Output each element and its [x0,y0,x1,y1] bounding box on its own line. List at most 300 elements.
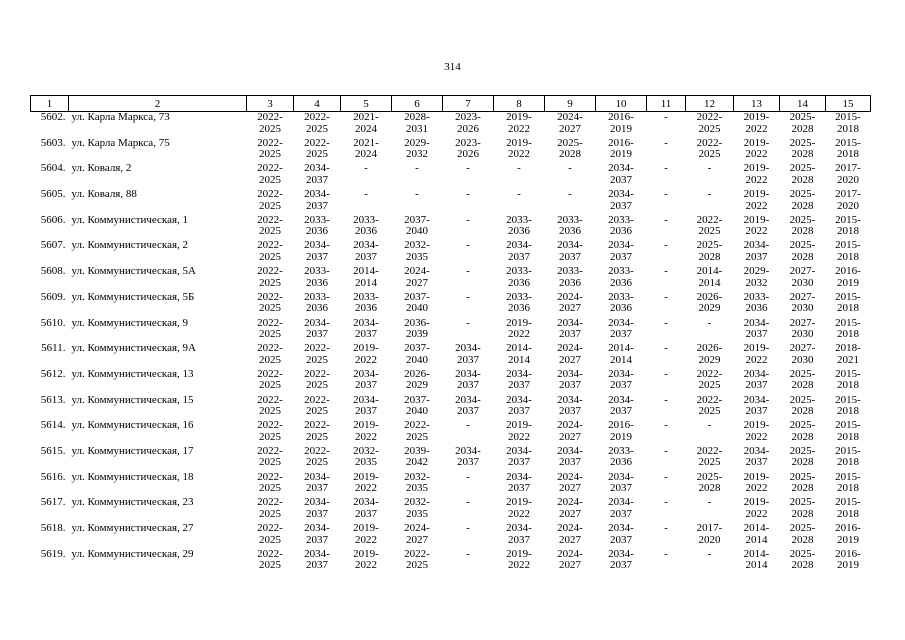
year-line: 2034- [455,368,481,380]
year-range-cell [686,472,734,498]
address-cell: ул. Коммунистическая, 1 [71,214,189,226]
year-range-cell [826,215,871,241]
year-line: 2034- [557,394,583,406]
year-line: 2019- [353,523,379,534]
address-cell: ул. Карла Маркса, 73 [71,111,170,123]
year-range-cell [596,189,647,215]
year-line: 2022 [745,122,768,135]
year-line: 2037 [306,559,328,572]
year-line: 2027- [789,343,816,355]
year-range-cell [494,112,545,138]
year-range-cell [647,189,686,215]
year-range-cell [392,292,443,318]
year-line: - [664,214,668,226]
year-line: 2019- [743,420,770,432]
year-line: 2035 [406,250,428,263]
row-number: 5609. [40,291,66,303]
year-line: 2025 [259,405,281,418]
year-range-cell [596,549,647,575]
year-line: 2040 [406,353,428,366]
year-line: - [664,471,668,483]
year-line: 2025- [789,523,816,534]
year-line: 2037 [559,379,581,392]
year-line: 2033- [506,266,532,278]
table-row [31,163,871,189]
year-line: 2018 [837,225,859,238]
year-line: 2025 [259,225,281,238]
year-range-cell [826,292,871,318]
year-line: 2025- [789,137,816,149]
year-line: 2016- [608,420,634,432]
year-line: 2028- [404,111,430,123]
year-line: 2022 [355,559,377,572]
row-number: 5605. [40,189,66,201]
year-line: 2027 [559,430,581,443]
year-range-cell [545,266,596,292]
year-range-cell [647,163,686,189]
year-line: 2022- [304,445,330,457]
year-line: 2015- [835,291,861,303]
year-line: 2025 [259,533,281,546]
year-range-cell [392,189,443,215]
year-line: 2034- [557,317,583,329]
year-range-cell [443,215,494,241]
year-range-cell [647,215,686,241]
year-line: 2024- [557,343,583,355]
year-line: 2037 [610,482,632,495]
table-row [31,497,871,523]
year-range-cell [494,266,545,292]
year-line: 2015- [835,317,861,329]
year-range-cell [780,189,826,215]
year-range-cell [647,549,686,575]
year-range-cell [647,292,686,318]
year-range-cell [780,292,826,318]
year-range-cell [494,472,545,498]
year-range-cell [826,112,871,138]
address-cell: ул. Коммунистическая, 27 [71,523,194,534]
year-line: 2037 [508,250,530,263]
year-line: 2025 [306,405,328,418]
year-range-cell [443,138,494,164]
table-row [31,446,871,472]
year-line: 2018 [837,482,859,495]
year-range-cell [596,292,647,318]
year-range-cell [494,240,545,266]
year-range-cell [294,497,341,523]
year-line: 2019- [743,214,770,226]
year-line: 2034- [506,394,532,406]
year-range-cell [596,112,647,138]
year-range-cell [686,497,734,523]
year-range-cell [247,138,294,164]
year-line: 2030 [791,302,814,315]
year-line: 2014 [745,559,768,572]
address-cell: ул. Коммунистическая, 9 [71,317,189,329]
year-line: 2027- [789,266,816,278]
year-line: 2022- [304,394,330,406]
table-row [31,523,871,549]
year-line: 2019 [837,559,859,572]
year-range-cell [686,163,734,189]
year-range-cell [294,523,341,549]
year-range-cell [780,472,826,498]
row-number: 5602. [40,111,66,123]
year-line: 2037 [457,379,479,392]
year-line: 2024- [557,291,583,303]
column-header-11: 11 [647,96,686,112]
year-line: 2025- [696,471,723,483]
year-line: 2017- [835,163,861,175]
year-range-cell [341,497,392,523]
year-range-cell [647,446,686,472]
year-range-cell [294,472,341,498]
year-range-cell [443,292,494,318]
year-line: 2018 [837,430,859,443]
year-line: 2037 [355,507,377,520]
year-line: 2034- [557,240,583,252]
year-line: 2037 [306,507,328,520]
year-line: 2028 [791,507,814,520]
year-line: 2032 [406,148,428,161]
row-number: 5613. [40,394,66,406]
year-line: 2037 [508,379,530,392]
year-line: - [466,189,470,201]
year-range-cell [545,343,596,369]
year-line: 2025 [259,173,281,186]
year-line: 2037 [745,250,768,263]
year-line: - [707,548,712,560]
year-line: 2034- [353,317,379,329]
year-range-cell [734,369,780,395]
column-header-5: 5 [341,96,392,112]
year-line: 2028 [791,482,814,495]
year-range-cell [780,523,826,549]
year-range-cell [494,318,545,344]
year-line: 2040 [406,225,428,238]
year-line: 2018 [837,507,859,520]
year-line: 2020 [698,533,721,546]
year-line: - [415,163,419,175]
year-line: 2024 [355,122,377,135]
year-range-cell [341,369,392,395]
year-range-cell [686,420,734,446]
year-line: 2040 [406,405,428,418]
year-line: 2016- [608,137,634,149]
address-cell: ул. Коммунистическая, 18 [71,471,194,483]
year-range-cell [247,420,294,446]
year-range-cell [294,343,341,369]
year-line: 2034- [455,394,481,406]
row-number: 5612. [40,368,66,380]
year-line: 2025 [306,122,328,135]
year-line: 2037 [745,456,768,469]
year-line: - [664,523,668,534]
year-range-cell [826,395,871,421]
year-line: 2037 [306,250,328,263]
year-line: 2034- [304,471,330,483]
year-line: 2036 [306,225,328,238]
year-line: 2014 [610,353,632,366]
year-range-cell [341,343,392,369]
year-line: - [664,343,668,355]
year-line: 2029- [404,137,430,149]
year-line: 2022- [696,111,723,123]
year-line: 2024- [557,497,583,509]
year-line: 2028 [791,199,814,212]
year-line: 2025 [259,379,281,392]
year-line: 2027 [559,302,581,315]
year-range-cell [596,138,647,164]
year-line: 2037 [355,250,377,263]
year-range-cell [392,369,443,395]
address-cell: ул. Коваля, 88 [71,189,137,201]
year-line: 2022 [508,430,530,443]
year-line: 2022 [508,328,530,340]
year-line: 2034- [304,189,330,201]
year-line: 2034- [353,368,379,380]
year-line: - [664,266,668,278]
year-line: 2025 [259,122,281,135]
year-line: 2014 [508,353,530,366]
year-range-cell [826,369,871,395]
year-line: 2024- [404,266,430,278]
year-line: 2027- [789,291,816,303]
year-line: - [664,548,668,560]
year-range-cell [392,318,443,344]
year-range-cell [686,292,734,318]
year-line: 2025- [789,240,816,252]
year-line: 2034- [304,317,330,329]
year-range-cell [545,472,596,498]
year-range-cell [494,523,545,549]
year-range-cell [392,549,443,575]
year-line: 2025 [259,199,281,212]
year-line: - [664,137,668,149]
year-line: 2027 [559,353,581,366]
year-line: 2033- [608,291,634,303]
year-line: 2034- [608,394,634,406]
row-number: 5611. [41,343,66,355]
column-header-9: 9 [545,96,596,112]
year-line: 2024- [404,523,430,534]
year-range-cell [734,215,780,241]
year-line: 2025 [259,276,281,289]
year-line: 2022- [304,368,330,380]
year-line: 2030 [791,328,814,340]
year-line: 2022 [745,173,768,186]
year-line: 2034- [304,240,330,252]
year-line: 2033- [353,291,379,303]
row-number: 5616. [40,471,66,483]
year-range-cell [734,318,780,344]
year-line: 2036 [610,302,632,315]
year-line: 2034- [608,317,634,329]
year-line: 2016- [608,111,634,123]
year-line: 2034- [506,445,532,457]
row-number: 5606. [40,214,66,226]
year-line: 2034- [608,368,634,380]
year-range-cell [596,343,647,369]
year-line: 2034- [608,240,634,252]
year-line: 2034- [743,445,770,457]
year-line: - [707,497,712,509]
year-line: 2037 [610,379,632,392]
year-line: 2022- [257,317,283,329]
year-line: 2037 [508,456,530,469]
year-line: 2022 [355,533,377,546]
year-line: 2022- [696,214,723,226]
year-range-cell [686,266,734,292]
year-range-cell [341,446,392,472]
year-range-cell [247,266,294,292]
address-cell: ул. Коммунистическая, 5Б [71,291,195,303]
year-line: - [664,291,668,303]
year-range-cell [341,215,392,241]
year-line: 2033- [353,214,379,226]
year-line: 2037 [610,328,632,340]
year-range-cell [647,240,686,266]
year-range-cell [686,343,734,369]
year-line: 2037 [745,328,768,340]
year-line: 2025 [406,559,428,572]
year-range-cell [341,240,392,266]
year-line: 2023- [455,137,481,149]
year-range-cell [734,266,780,292]
year-range-cell [341,420,392,446]
year-range-cell [294,112,341,138]
year-range-cell [686,240,734,266]
year-line: 2022- [257,445,283,457]
year-line: 2032- [404,497,430,509]
year-line: 2022- [257,214,283,226]
year-line: - [466,240,470,252]
year-line: 2022 [508,148,530,161]
year-range-cell [341,318,392,344]
year-line: 2014 [355,276,377,289]
year-line: 2037- [404,343,430,355]
year-line: 2020 [837,173,859,186]
year-line: 2019- [353,343,379,355]
year-range-cell [545,138,596,164]
year-line: 2022 [508,507,530,520]
year-line: 2037 [457,456,479,469]
year-line: - [707,189,712,201]
year-line: 2036 [508,302,530,315]
year-range-cell [826,138,871,164]
table-row [31,292,871,318]
year-line: 2017- [835,189,861,201]
year-line: - [364,163,368,175]
year-line: 2024- [557,471,583,483]
year-range-cell [247,369,294,395]
year-range-cell [494,189,545,215]
year-range-cell [780,369,826,395]
year-line: 2022- [304,137,330,149]
year-range-cell [294,549,341,575]
year-line: 2022- [304,343,330,355]
year-line: 2018 [837,302,859,315]
year-range-cell [596,523,647,549]
year-line: 2015- [835,214,861,226]
address-cell: ул. Коммунистическая, 9А [71,343,196,355]
year-range-cell [294,138,341,164]
year-line: 2018 [837,250,859,263]
year-line: 2034- [608,163,634,175]
year-line: 2023- [455,111,481,123]
year-range-cell [341,163,392,189]
year-line: 2037 [457,405,479,418]
table-row [31,240,871,266]
year-range-cell [341,472,392,498]
year-line: 2019- [743,137,770,149]
year-range-cell [392,343,443,369]
year-line: 2026 [457,122,479,135]
year-line: 2037 [355,328,377,340]
year-range-cell [392,138,443,164]
year-line: 2026- [696,343,723,355]
year-line: - [664,111,668,123]
year-range-cell [686,215,734,241]
year-line: 2036 [610,225,632,238]
year-line: 2034- [455,445,481,457]
year-range-cell [545,523,596,549]
year-line: 2028 [791,430,814,443]
year-line: 2037 [508,405,530,418]
year-line: 2014- [743,548,770,560]
year-line: 2037- [404,291,430,303]
year-line: 2034- [506,368,532,380]
year-range-cell [596,420,647,446]
year-line: 2019- [743,497,770,509]
year-line: 2027 [559,507,581,520]
year-range-cell [294,318,341,344]
year-line: 2022 [355,482,377,495]
year-line: 2033- [557,266,583,278]
year-range-cell [494,395,545,421]
year-line: 2019 [610,148,632,161]
year-range-cell [247,215,294,241]
year-line: 2022- [404,420,430,432]
column-header-12: 12 [686,96,734,112]
year-range-cell [826,163,871,189]
year-line: 2037 [610,405,632,418]
year-line: 2018 [837,405,859,418]
year-line: 2025 [259,430,281,443]
column-header-6: 6 [392,96,443,112]
year-line: 2022- [696,445,723,457]
year-line: 2036 [745,302,768,315]
year-range-cell [341,523,392,549]
year-range-cell [545,369,596,395]
year-line: - [707,420,712,432]
year-line: 2025 [306,430,328,443]
address-cell: ул. Коммунистическая, 5А [71,266,196,278]
year-line: 2016- [835,548,861,560]
year-range-cell [392,266,443,292]
year-line: 2018- [835,343,861,355]
year-line: 2027 [406,276,428,289]
year-line: - [466,266,470,278]
year-line: 2029 [698,353,721,366]
year-line: 2036 [355,302,377,315]
year-line: - [568,189,572,201]
year-line: 2035 [406,482,428,495]
year-line: 2025- [789,394,816,406]
year-line: 2022- [257,343,283,355]
table-row [31,549,871,575]
year-line: 2025 [259,250,281,263]
